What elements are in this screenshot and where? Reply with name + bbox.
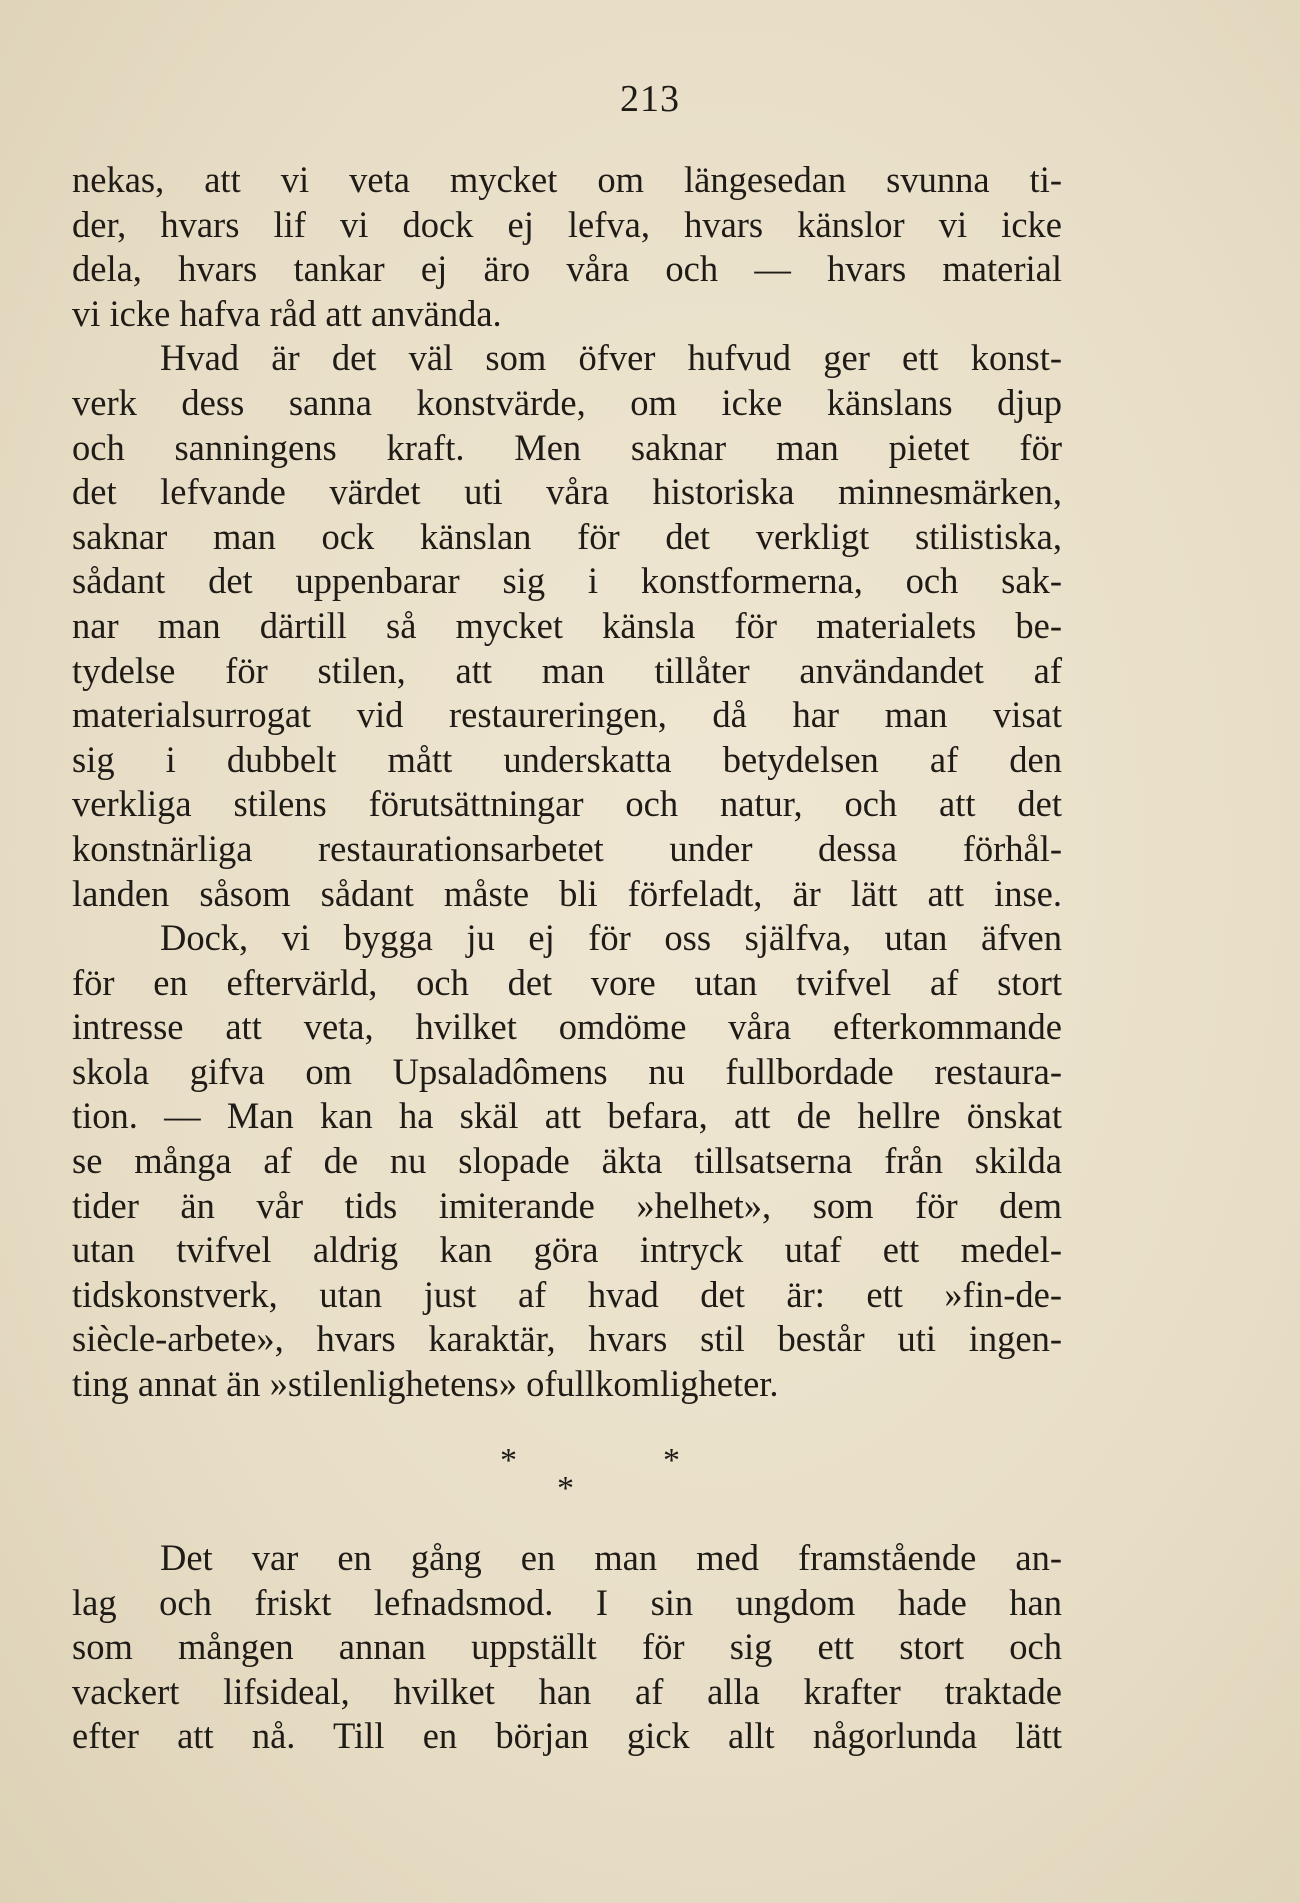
text-line: utan tvifvel aldrig kan göra intryck utaf ett medel-: [72, 1229, 1062, 1271]
text-line: sig i dubbelt mått underskatta betydelsen af den: [72, 738, 1062, 780]
text-block-2: [72, 1536, 1062, 1759]
text-line: tion. — Man kan ha skäl att befara, att de hellre önskat: [72, 1095, 1062, 1137]
text-line: saknar man ock känslan för det verkligt stilistiska,: [72, 515, 1062, 557]
text-line: Dock, vi bygga ju ej för oss själfva, utan äfven: [160, 917, 1062, 959]
text-line: verkliga stilens förutsättningar och natur, och att det: [72, 783, 1062, 825]
text-line: Det var en gång en man med framstående an-: [160, 1537, 1062, 1578]
text-line: tydelse för stilen, att man tillåter användandet af: [72, 649, 1062, 691]
text-line: lag och friskt lefnadsmod. I sin ungdom hade han: [72, 1581, 1062, 1623]
text-line: ting annat än »stilenlighetens» ofullkomligheter.: [72, 1363, 779, 1405]
text-line: tidskonstverk, utan just af hvad det är: ett »fin-de-: [72, 1273, 1062, 1315]
text-line: nar man därtill så mycket känsla för materialets be-: [72, 604, 1062, 646]
text-line: och sanningens kraft. Men saknar man pietet för: [72, 426, 1062, 468]
asterisk-icon: *: [663, 1442, 680, 1479]
text-line: tider än vår tids imiterande »helhet», som för dem: [72, 1184, 1062, 1226]
text-line: se många af de nu slopade äkta tillsatserna från skilda: [72, 1140, 1062, 1182]
text-line: efter att nå. Till en början gick allt någorlunda lätt: [72, 1715, 1062, 1757]
asterisk-icon: *: [500, 1442, 517, 1479]
text-line: för en eftervärld, och det vore utan tvifvel af stort: [72, 961, 1062, 1003]
text-line: verk dess sanna konstvärde, om icke känslans djup: [72, 381, 1062, 423]
page-number: 213: [620, 78, 680, 120]
text-line: sådant det uppenbarar sig i konstformerna, och sak-: [72, 560, 1062, 602]
text-line: konstnärliga restaurationsarbetet under dessa förhål-: [72, 827, 1062, 869]
text-line: der, hvars lif vi dock ej lefva, hvars känslor vi icke: [72, 203, 1062, 245]
text-block-1: [72, 158, 1062, 1407]
text-line: vi icke hafva råd att använda.: [72, 292, 502, 334]
text-line: landen såsom sådant måste bli förfeladt, är lätt att inse.: [72, 872, 1062, 914]
text-line: intresse att veta, hvilket omdöme våra efterkommande: [72, 1006, 1062, 1048]
asterisk-icon: *: [557, 1470, 574, 1507]
text-line: vackert lifsideal, hvilket han af alla krafter traktade: [72, 1670, 1062, 1712]
text-line: det lefvande värdet uti våra historiska minnesmärken,: [72, 471, 1062, 513]
text-line: siècle-arbete», hvars karaktär, hvars stil består uti ingen-: [72, 1318, 1062, 1360]
text-line: Hvad är det väl som öfver hufvud ger ett konst-: [160, 337, 1062, 379]
text-line: som mången annan uppställt för sig ett stort och: [72, 1626, 1062, 1668]
text-line: skola gifva om Upsaladômens nu fullbordade restaura-: [72, 1050, 1062, 1092]
text-line: nekas, att vi veta mycket om längesedan svunna ti-: [72, 159, 1062, 200]
section-divider-asterism: [0, 1434, 1300, 1514]
text-line: materialsurrogat vid restaureringen, då har man visat: [72, 694, 1062, 736]
text-line: dela, hvars tankar ej äro våra och — hvars material: [72, 248, 1062, 290]
